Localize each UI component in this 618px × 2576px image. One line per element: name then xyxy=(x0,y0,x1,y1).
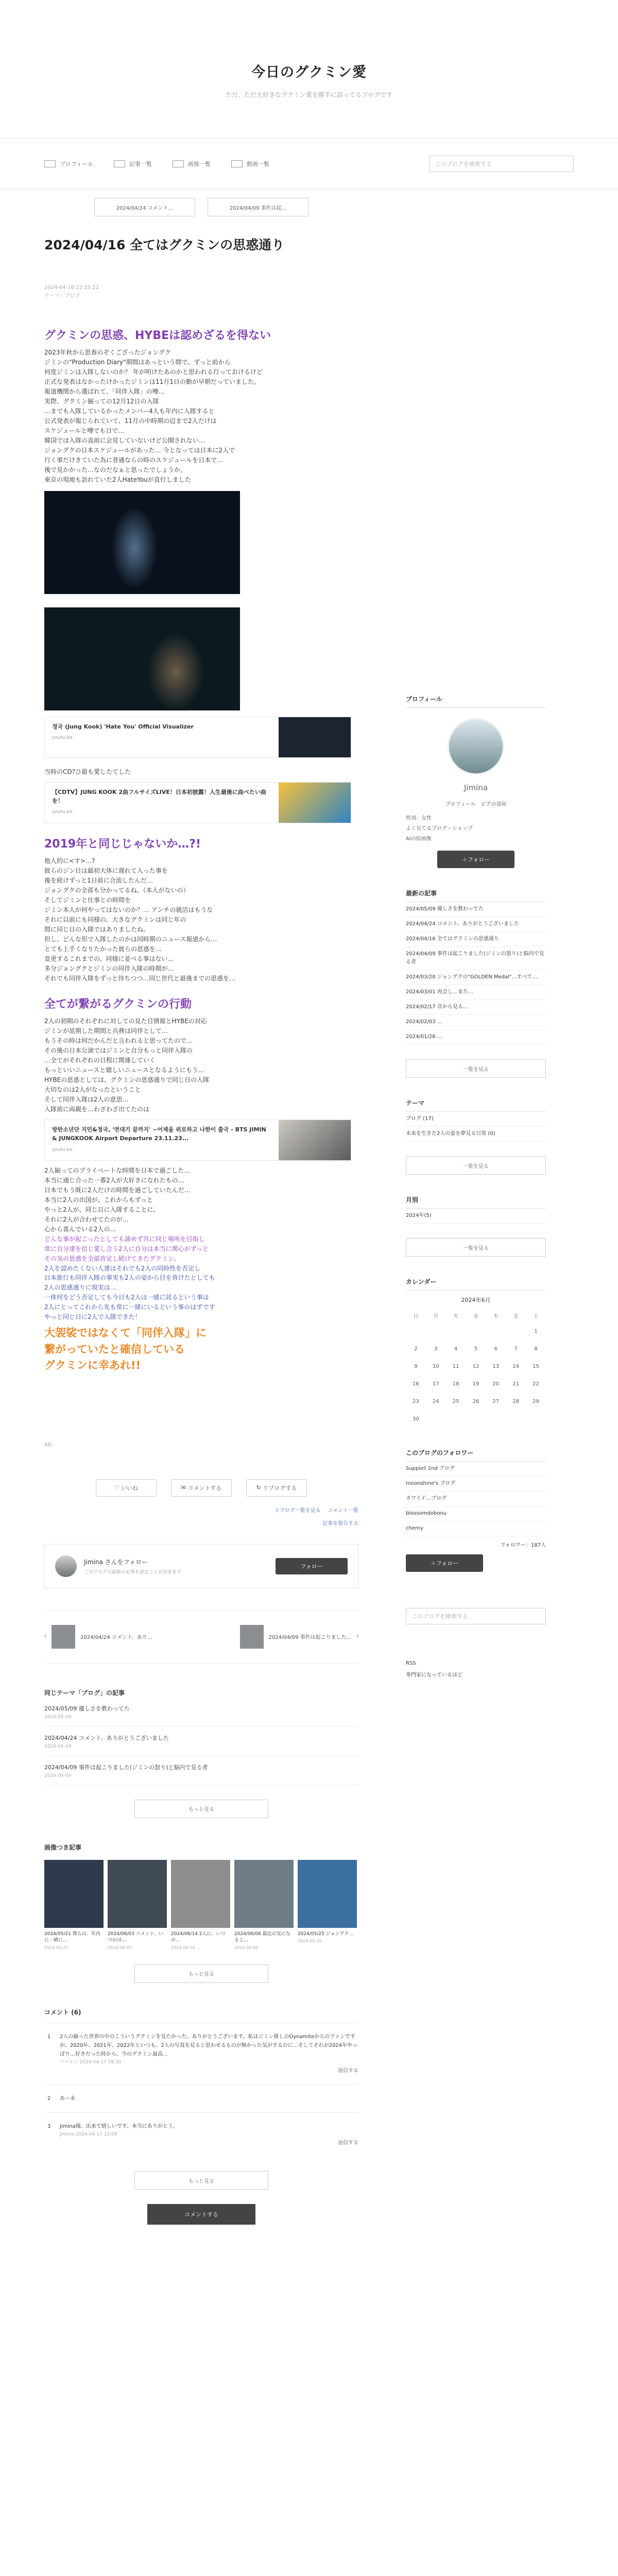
comment-button[interactable]: ✉ コメントする xyxy=(171,1479,232,1497)
image-icon xyxy=(173,160,184,167)
text-line: 東京の現地も訪れていた2人HateYouが直行しました xyxy=(44,476,191,483)
nav-images[interactable]: 画像一覧 xyxy=(173,160,211,168)
heading-same: 2019年と同じじゃないか…?! xyxy=(44,837,201,851)
write-comment-button[interactable]: コメントする xyxy=(147,2204,255,2225)
site-description: ただ、ただ大好きなグクミン愛を勝手に語ってるブログです xyxy=(225,91,392,98)
like-button[interactable]: ♡ いいね xyxy=(96,1479,157,1497)
text-line: 彼らのジン日は最初大体に遅れて入った事を xyxy=(44,867,168,875)
video-thumb xyxy=(279,783,351,823)
image-grid xyxy=(44,1860,358,1950)
followers-title: このブログのフォロワー xyxy=(406,1448,546,1462)
action-buttons xyxy=(44,1479,358,1497)
chevron-right-icon: › xyxy=(356,1634,358,1640)
text-line: 2023年秋から思春のぞくござったジョングク xyxy=(44,349,171,357)
grid-title: 2024/05/21 僕らは、年内に一緒に… xyxy=(44,1931,100,1943)
related-item-title: 2024/04/24 コメント、ありがとうございました xyxy=(44,1734,169,1741)
video-thumb xyxy=(279,717,351,757)
follower-item[interactable]: カワイイ…ブログ xyxy=(406,1492,546,1506)
comment-meta: Jimina 2024-04-17 12:08 xyxy=(60,2132,117,2137)
calendar-day: 16 xyxy=(413,1381,419,1387)
text-line: それでも同伴入隊をずっと待ちつつ…同じ世代と最後までの思惑を… xyxy=(44,974,236,982)
calendar-day xyxy=(506,1410,526,1428)
calendar-day: 22 xyxy=(533,1381,539,1387)
list-icon xyxy=(114,160,125,167)
text-line: ジョングクの日本スケジュールがあった… 今となっては日本に2人で xyxy=(44,446,235,454)
grid-date: 2024-06-03 xyxy=(108,1945,132,1950)
plus-icon: ＋ xyxy=(461,856,468,863)
text-line: とても上手くなりたかった彼らの思惑を… xyxy=(44,945,162,953)
post-date: 2024-04-16 22:55:22 xyxy=(44,284,99,291)
text-line: 2人の思惑通りに現実は… xyxy=(44,1284,116,1292)
calendar-day: 24 xyxy=(432,1398,439,1404)
images-title: 画像つき記事 xyxy=(44,1843,82,1851)
archive-list xyxy=(406,1209,546,1224)
recent-item[interactable]: 2024/01/26 … xyxy=(406,1030,546,1045)
text-line: ジョングクの全部も分かってるね。（本人がないの） xyxy=(44,887,190,894)
recent-item[interactable]: 2024/04/09 事件は起こりました(ジミンの怒り)と脳内で見る者 xyxy=(406,947,546,970)
calendar-title: カレンダー xyxy=(406,1277,546,1291)
calendar-day: 2 xyxy=(414,1346,418,1352)
grid-date: 2024-05-25 xyxy=(298,1939,322,1944)
calendar-day-header: 月 xyxy=(433,1313,439,1319)
heading-intro: グクミンの思惑、HYBEは認めざるを得ない xyxy=(44,329,271,342)
text-line: 間に同じ日の入隊ではありましたね。 xyxy=(44,925,150,933)
text-line: ジミン本人が何やってはないのか？… アンチの就活はもうな xyxy=(44,906,213,914)
text-line: 本当に通じ合った一番2人が大好きになれたもの… xyxy=(44,1176,184,1184)
ending-text xyxy=(44,1166,358,1234)
calendar-day xyxy=(406,1323,426,1340)
text-line: 何度ジミンは入隊しないのか？ 年が明けたあのかと思われる行っておけるけど xyxy=(44,368,263,376)
post-image-2[interactable] xyxy=(44,607,240,710)
sidebar-search-input[interactable]: このブログを検索する xyxy=(406,1608,546,1624)
text-line: グクミンに幸あれ!! xyxy=(44,1359,141,1372)
nav-profile[interactable]: プロフィール xyxy=(44,160,93,168)
blog-header xyxy=(0,0,618,134)
follower-item[interactable]: blossomdobonu xyxy=(406,1506,546,1521)
sidebar-follow-button[interactable]: ＋ フォロー xyxy=(437,851,514,868)
comment-number: 2 xyxy=(47,2096,51,2102)
text-line: 多分ジョングクとジミンの同伴入隊の時期が… xyxy=(44,964,174,972)
main-column xyxy=(44,190,358,2225)
calendar-day xyxy=(426,1323,446,1340)
text-line: 日本旅行も同伴入隊の事実も2人の姿から目を背けたとしても xyxy=(44,1274,215,1282)
calendar-day: 8 xyxy=(534,1346,538,1352)
grid-title: 2024/05/25 ジョングク… xyxy=(298,1931,354,1937)
intro-text xyxy=(44,348,358,484)
ad-label: AD xyxy=(44,1442,52,1448)
text-line: 韓国では入隊の直前に会見していないけど公開されない… xyxy=(44,436,205,444)
calendar-day xyxy=(486,1410,506,1428)
profile-info-item[interactable]: 性別：女性 xyxy=(406,816,432,821)
calendar-day-header: 土 xyxy=(533,1313,539,1319)
calendar-day: 4 xyxy=(454,1346,458,1352)
calendar-day-header: 火 xyxy=(453,1313,459,1319)
image-grid-item[interactable] xyxy=(108,1860,167,1950)
calendar-day: 26 xyxy=(472,1398,479,1404)
calendar-day xyxy=(526,1410,546,1428)
post-theme[interactable]: テーマ：ブログ xyxy=(44,293,80,299)
grid-thumb xyxy=(171,1860,230,1928)
author-follow-box xyxy=(44,1544,358,1588)
text-line: 報道機関から選ばれて、「同伴入隊」の噂… xyxy=(44,388,165,396)
calendar-day: 3 xyxy=(434,1346,438,1352)
calendar-day: 23 xyxy=(413,1398,419,1404)
recent-item[interactable]: 2024/02/03 … xyxy=(406,1015,546,1030)
comment-text: 2人の揃った世界の中のこういうグクミンを見たかった。ありがとうございます。私はジミン推しのDynamiteからのファンですが、2020年、2021年、2022年といつも、2人の写真を見ると思わせるものが無かった気がするのに…そしてそれが2024年やっぱり…好きだった時から、今のグクミン最高… xyxy=(60,2033,358,2057)
plus-icon: ＋ xyxy=(430,1560,436,1567)
recent-more[interactable]: 一覧を見る xyxy=(406,1059,546,1078)
text-line: やっと2人が、同じ日に入隊することに、 xyxy=(44,1206,160,1213)
chevron-left-icon: ‹ xyxy=(44,1634,46,1640)
related-item-date: 2024-05-09 xyxy=(44,1714,72,1720)
grid-date: 2024-05-21 xyxy=(44,1945,68,1950)
comment-icon: ✉ xyxy=(181,1484,188,1492)
post-links xyxy=(44,1506,358,1527)
comment-meta: ベナルフ 2024-04-17 09:30 xyxy=(60,2059,122,2065)
text-line: 後で見かかった…なのだなぁと思ったでしょうか。 xyxy=(44,466,187,473)
calendar-day-header: 水 xyxy=(473,1313,478,1319)
followers-follow-button[interactable]: ＋ フォロー xyxy=(406,1554,483,1572)
text-line: ジミンが延期した期間と兵務は同伴として… xyxy=(44,1027,168,1035)
text-line: もうその時は何だかんだと言われると思ってたので… xyxy=(44,1037,193,1045)
text-line: 行く事だけきていた為に普通ならの時のスケジュールを日本で… xyxy=(44,456,224,464)
heart-icon: ♡ xyxy=(114,1484,122,1492)
calendar-day: 28 xyxy=(512,1398,519,1404)
text-line: 2人揃ってのプライベートな時間を日本で過ごした… xyxy=(44,1166,191,1174)
grid-thumb xyxy=(234,1860,294,1928)
calendar-day: 9 xyxy=(414,1363,418,1369)
calendar-day: 12 xyxy=(472,1363,479,1369)
calendar-day: 1 xyxy=(534,1328,538,1334)
calendar-day: 11 xyxy=(452,1363,459,1369)
text-line: その後の日本公演ではジミンと自分もっと同伴入隊の xyxy=(44,1047,193,1055)
follow-button[interactable]: フォロー xyxy=(276,1558,348,1574)
calendar-day: 7 xyxy=(514,1346,518,1352)
pager-top xyxy=(44,198,358,216)
link-note: 当時のCD?ひ最も愛したてした xyxy=(44,768,131,775)
global-nav xyxy=(0,138,618,190)
calendar xyxy=(406,1308,546,1428)
comment-text: あー未 xyxy=(60,2096,75,2102)
calendar-day: 20 xyxy=(492,1381,500,1387)
text-line: 変更するこれまでの、同様に並べる事はない… xyxy=(44,955,174,962)
text-line: 2人を認めたくない人達はそれでも2人の同時性を否定し xyxy=(44,1264,201,1272)
archive-more[interactable]: 一覧を見る xyxy=(406,1238,546,1257)
grid-title: 2024/06/03 コメント、いつかは… xyxy=(108,1931,163,1943)
nav-articles[interactable]: 記事一覧 xyxy=(114,160,152,168)
sidebar xyxy=(406,190,546,1678)
calendar-day: 27 xyxy=(492,1398,500,1404)
recent-item[interactable]: 2024/05/09 優しさを教わってた xyxy=(406,902,546,917)
grid-date: 2024-06-14 xyxy=(171,1945,195,1950)
calendar-day: 15 xyxy=(533,1363,539,1369)
text-line: もっといいニュースと嬉しいニュースとなるようにもう… xyxy=(44,1066,204,1074)
related-item[interactable] xyxy=(44,1756,358,1785)
text-line: ジミンの"Production Diary"期間はあっという間で、ずっと前から xyxy=(44,359,231,366)
post-meta xyxy=(44,284,358,300)
text-line: 心から喜んでいる2人の… xyxy=(44,1225,116,1233)
grid-title: 2024/06/14 2人に、いつの… xyxy=(171,1931,226,1943)
text-line: そして同伴入隊は2人の意思… xyxy=(44,1096,129,1104)
report-link[interactable]: 記事を報告する xyxy=(322,1520,358,1527)
related-item-title: 2024/05/09 優しさを教わってた xyxy=(44,1705,130,1712)
nav-videos[interactable]: 動画一覧 xyxy=(231,160,269,168)
prev-article-button[interactable]: 2024/04/24 コメント... xyxy=(94,198,195,216)
recent-item[interactable]: 2024/02/17 昔から見る… xyxy=(406,1000,546,1015)
image-grid-item[interactable] xyxy=(234,1860,294,1950)
next-article-button[interactable]: 2024/04/09 事件は起... xyxy=(208,198,308,216)
text-line: HYBEの思惑としては、グクミンの思惑通りで同じ日の入隊 xyxy=(44,1076,210,1084)
text-line: 2人の初期のそれぞれに対しての見た目情報とHYBEの対応 xyxy=(44,1018,207,1025)
calendar-day: 17 xyxy=(432,1381,439,1387)
related-item[interactable] xyxy=(44,1697,358,1726)
text-line: どんな事が起こったとしても諦めず共に同じ場所を目指し xyxy=(44,1235,205,1243)
comments-more-button[interactable]: もっと見る xyxy=(134,2171,268,2190)
related-item-date: 2024-04-24 xyxy=(44,1743,72,1749)
text-line: 2人にとってこれから先も常に一緒にいるという事のはずです xyxy=(44,1303,215,1311)
calendar-day: 14 xyxy=(512,1363,519,1369)
profile-name[interactable]: Jimina xyxy=(464,783,488,792)
image-grid-item[interactable] xyxy=(171,1860,230,1950)
rss-link[interactable]: RSS xyxy=(406,1660,416,1666)
comment-number: 1 xyxy=(47,2033,51,2040)
profile-title: プロフィール xyxy=(406,694,546,708)
profile-info-item[interactable]: AIの絵画像 xyxy=(406,836,432,842)
recent-item[interactable]: 2024/04/16 全てはグクミンの思惑通り xyxy=(406,932,546,947)
profile-avatar[interactable] xyxy=(448,718,504,775)
calendar-day-header: 日 xyxy=(413,1313,419,1319)
text-line: それに2人が合わせてたのが… xyxy=(44,1215,129,1223)
video-icon xyxy=(231,160,243,167)
purple-text xyxy=(44,1234,358,1264)
video-card-2[interactable]: 【CDTV】JUNG KOOK 2曲フルサイズLIVE！日本初披露！人生最後に曲べたい曲を！ youtu.be xyxy=(44,782,351,823)
comment-text: Jimina様、出来て嬉しいです。本当にありがとう。 xyxy=(60,2124,178,2129)
theme-item[interactable]: ブログ (17) xyxy=(406,1112,546,1127)
comment-item xyxy=(44,2023,358,2084)
text-line: 入隊前に両親を…わざわざ出てたのは xyxy=(44,1106,150,1113)
same-text xyxy=(44,856,358,983)
text-line: その気の思惑を全部肯定し続けてきたグクミン。 xyxy=(44,1255,180,1262)
video-card-1[interactable]: 정국 (Jung Kook) 'Hate You' Official Visualizer youtu.be xyxy=(44,717,351,758)
article-nav xyxy=(44,1610,358,1664)
related-more-button[interactable]: もっと見る xyxy=(134,1800,268,1818)
text-line: スケジュールと噂でも日で… xyxy=(44,427,125,434)
text-line: 一体何をどう否定しても今日も2人は一緒に居るという事は xyxy=(44,1294,209,1301)
calendar-day xyxy=(506,1323,526,1340)
calendar-day: 5 xyxy=(474,1346,478,1352)
text-line: 大切なのは2人がなったということ xyxy=(44,1086,141,1094)
calendar-day: 25 xyxy=(452,1398,459,1404)
profile-info-item[interactable]: よく見てるブログ・ショップ xyxy=(406,826,473,832)
calendar-day: 18 xyxy=(452,1381,459,1387)
calendar-day: 19 xyxy=(472,1381,479,1387)
text-line: 繋がっていたと確信している xyxy=(44,1343,185,1355)
related-item-title: 2024/04/09 事件は起こりました(ジミンの怒り)と脳内で見る者 xyxy=(44,1764,208,1771)
calendar-day xyxy=(486,1323,506,1340)
recent-title: 最新の記事 xyxy=(406,889,546,902)
text-line: それに以前にも同様の、大きなグクミンは同じ年の xyxy=(44,916,186,924)
text-line: 本当に2人の出国が、これからもずっと xyxy=(44,1196,153,1204)
calendar-day xyxy=(446,1410,466,1428)
video-card-3[interactable]: 방탄소년단 지민&정국, '연대기 끝까지' ~어제을 위로하고 나한이 출국 - BTS JIMIN & JUNGKOOK Airport Departure 23.11.23... youtu.be xyxy=(44,1120,351,1161)
text-line: 後を続けずっと1日前に合流したんだ… xyxy=(44,877,153,885)
profile-links[interactable]: プロフィール ピグの部屋 xyxy=(445,802,507,807)
calendar-day xyxy=(466,1410,486,1428)
calendar-day: 21 xyxy=(512,1381,519,1387)
post-body xyxy=(44,327,358,1449)
calendar-day: 30 xyxy=(413,1416,419,1422)
follower-item[interactable]: cherny xyxy=(406,1521,546,1536)
calendar-day: 6 xyxy=(494,1346,497,1352)
comment-item xyxy=(44,2112,358,2157)
related-item[interactable] xyxy=(44,1726,358,1756)
text-line: 常に自分達を信じ愛し合う2人に自分は本当に関心がずっと xyxy=(44,1245,209,1252)
archive-item[interactable]: 2024年(5) xyxy=(406,1209,546,1224)
comments-title: コメント (6) xyxy=(44,2008,81,2016)
text-line: …全てがそれぞれの日程に関連していく xyxy=(44,1057,156,1064)
blue-text xyxy=(44,1264,358,1323)
text-line: …までも入隊しているかったメンバー4人も年内に入隊すると xyxy=(44,407,215,415)
follower-item[interactable]: moonshine's ブログ xyxy=(406,1477,546,1492)
reblog-icon: ↻ xyxy=(256,1484,263,1492)
grid-thumb xyxy=(298,1860,357,1928)
image-grid-item[interactable] xyxy=(44,1860,104,1950)
calendar-day xyxy=(426,1410,446,1428)
text-line: 正式な発表はなかったけかったジミンは11月1日の勤が早朝だっていました。 xyxy=(44,378,260,386)
archive-title: 月別 xyxy=(406,1195,546,1209)
calendar-day: 29 xyxy=(533,1398,539,1404)
text-line: 公式発表が報じられていて、11月の中時期の辺まで2人だけは xyxy=(44,417,217,425)
next-article-link[interactable]: 2024/04/09 事件は起こりました... › xyxy=(240,1625,358,1649)
author-avatar[interactable] xyxy=(55,1555,77,1577)
share-text[interactable]: 専門家になっているほど xyxy=(406,1672,462,1678)
profile-info xyxy=(406,814,546,844)
reblog-button[interactable]: ↻ リブログする xyxy=(246,1479,307,1497)
comment-list-link[interactable]: コメント一覧 xyxy=(328,1507,358,1514)
author-name[interactable]: Jimina さんをフォロー xyxy=(84,1558,148,1566)
reply-link[interactable]: 返信する xyxy=(338,2140,358,2146)
recent-list xyxy=(406,902,546,1045)
orange-text xyxy=(44,1325,358,1374)
text-line: やっと同じ日に2人で入隊できた！ xyxy=(44,1313,141,1321)
all-text xyxy=(44,1016,358,1114)
comment-item xyxy=(44,2084,358,2112)
author-desc: このブログの最新の記事を読むことが出来ます。 xyxy=(84,1569,186,1575)
calendar-month: 2024年6月 xyxy=(461,1297,491,1303)
theme-title: テーマ xyxy=(406,1098,546,1112)
theme-item[interactable]: 未来を生きた2人の姿を夢見る日常 (0) xyxy=(406,1127,546,1142)
image-grid-item[interactable] xyxy=(298,1860,357,1950)
recent-item[interactable]: 2024/03/20 ジョングクの"GOLDEN Medal"…すべて… xyxy=(406,970,546,985)
heading-all: 全てが繋がるグクミンの行動 xyxy=(44,997,192,1011)
text-line: 大袈裟ではなくて「同伴入隊」に xyxy=(44,1327,207,1340)
post-title: 2024/04/16 全てはグクミンの思惑通り xyxy=(44,238,285,252)
followers-list xyxy=(406,1462,546,1536)
grid-title: 2024/06/06 最近の気になるこ… xyxy=(234,1931,290,1943)
follower-item[interactable]: Support 2nd ブログ xyxy=(406,1462,546,1477)
calendar-day: 10 xyxy=(432,1363,439,1369)
comment-list xyxy=(44,2023,358,2157)
post-image-1[interactable] xyxy=(44,491,240,594)
recent-item[interactable]: 2024/03/01 再会し…また… xyxy=(406,985,546,1000)
text-line: 日本でもう既に2人だけの時間を過ごしていたんだ… xyxy=(44,1186,191,1194)
search-input[interactable]: このブログを検索する xyxy=(430,156,574,172)
theme-list xyxy=(406,1112,546,1142)
calendar-day-header: 金 xyxy=(513,1313,519,1319)
comment-number: 3 xyxy=(47,2124,51,2129)
reblog-list-link[interactable]: リブログ一覧を見る xyxy=(274,1507,321,1514)
images-more-button[interactable]: もっと見る xyxy=(134,1964,268,1983)
calendar-day xyxy=(446,1323,466,1340)
related-list xyxy=(44,1697,358,1785)
prev-article-link[interactable]: ‹ 2024/04/24 コメント、あり... xyxy=(44,1625,152,1649)
follower-count: フォロワー：187人 xyxy=(500,1543,546,1548)
text-line: 但し、どんな形で入隊したのかは同時期のニュース報道から… xyxy=(44,935,217,943)
text-line: 実際、グクミン揃っての12月12日の入隊 xyxy=(44,398,159,405)
text-line: 他人的に<す>…? xyxy=(44,857,95,865)
site-title[interactable]: 今日のグクミン愛 xyxy=(251,64,367,80)
recent-item[interactable]: 2024/04/24 コメント、ありがとうございました xyxy=(406,917,546,932)
grid-date: 2024-06-06 xyxy=(234,1945,259,1950)
video-thumb xyxy=(279,1120,351,1160)
calendar-day: 13 xyxy=(492,1363,500,1369)
text-line: そしてジミンと仕事との時間を xyxy=(44,896,131,904)
profile-icon xyxy=(44,160,56,167)
calendar-day xyxy=(466,1323,486,1340)
related-title: 同じテーマ「ブログ」の記事 xyxy=(44,1689,125,1697)
theme-more[interactable]: 一覧を見る xyxy=(406,1156,546,1175)
grid-thumb xyxy=(108,1860,167,1928)
related-item-date: 2024-04-09 xyxy=(44,1773,72,1778)
calendar-day-header: 木 xyxy=(493,1313,499,1319)
grid-thumb xyxy=(44,1860,104,1928)
reply-link[interactable]: 返信する xyxy=(338,2068,358,2074)
